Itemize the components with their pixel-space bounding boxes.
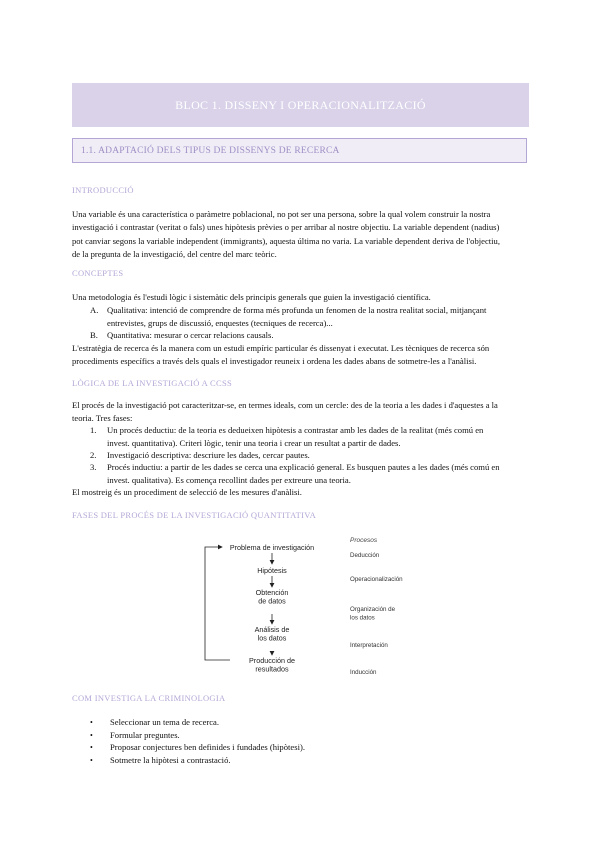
list-marker: 3. (90, 462, 97, 472)
diagram-step-label: Hipótesis (257, 566, 287, 575)
section-title-text: 1.1. ADAPTACIÓ DELS TIPUS DE DISSENYS DE RECERCA (81, 145, 340, 156)
fases-heading: FASES DEL PROCÉS DE LA INVESTIGACIÓ QUANTITATIVA (72, 510, 317, 520)
list-item-line: invest. qualitativa). Es comença recollint dades per extreure una teoria. (107, 475, 351, 486)
logica-intro-line: teoria. Tres fases: (72, 413, 133, 424)
bloc-title (72, 83, 529, 127)
logica-intro-line: El procés de la investigació pot caracteritzar-se, en termes ideals, com un cercle: des de la teoria a les dades i d'aquestes a la (72, 400, 498, 410)
list-marker: 2. (90, 450, 97, 460)
intro-line: de la pregunta de la investigació, del centre del marc teòric. (72, 249, 277, 260)
list-marker: B. (90, 330, 98, 340)
bullet-icon: • (90, 743, 93, 752)
process-diagram (200, 530, 460, 690)
list-marker: 1. (90, 425, 97, 435)
diagram-processes-title: Procesos (350, 537, 378, 544)
list-item-line: Qualitativa: intenció de comprendre de forma més profunda un fenomen de la nostra realitat social, mitjançant (107, 305, 487, 315)
diagram-step-label: Obtención de datos (255, 588, 289, 606)
list-item-line: Investigació descriptiva: descriure les dades, cercar pautes. (107, 450, 310, 460)
list-marker: A. (90, 305, 99, 315)
diagram-loop (205, 547, 230, 660)
conceptes-after-line: L'estratègia de recerca és la manera com un estudi empíric particular és dissenyat i executat. Les tècniques de recerca són (72, 343, 490, 353)
conceptes-heading: CONCEPTES (72, 268, 124, 278)
diagram-step-label: Producción de resultados (249, 656, 295, 674)
diagram-process-label: Operacionalización (350, 576, 403, 583)
diagram-process-label: Organización de los datos (350, 606, 396, 622)
diagram-process-label: Inducción (350, 669, 377, 676)
list-item-line: Procés inductiu: a partir de les dades se cerca una explicació general. Es busquen pautes a les dades (més comú en (107, 462, 500, 472)
intro-line: investigació i contrastar (veritat o fals) unes hipòtesis prèvies o per arribar al nostre objectiu. La variable dependent (nadius) (72, 222, 500, 233)
criminologia-item-text: Sotmetre la hipòtesi a contrastació. (110, 755, 231, 765)
bullet-icon: • (90, 718, 93, 727)
logica-intro (72, 399, 529, 426)
criminologia-item-text: Seleccionar un tema de recerca. (110, 717, 220, 727)
section-title (72, 138, 527, 163)
conceptes-after-line: procediments específics a través dels quals el investigador reuneix i ordena les dades abans de sotmetre-les a l'anàlisi. (72, 356, 477, 367)
criminologia-item-text: Proposar conjectures ben definides i fundades (hipòtesi). (110, 742, 305, 752)
bullet-icon: • (90, 756, 93, 765)
intro-paragraph (72, 208, 529, 262)
bullet-icon: • (90, 731, 93, 740)
criminologia-item-text: Formular preguntes. (110, 730, 180, 740)
intro-line: pot canviar segons la variable independent (immigrants), aquesta última no varia. La variable dependent deriva de l'objectiu, (72, 235, 500, 246)
diagram-process-label: Deducción (350, 552, 380, 559)
intro-heading: INTRODUCCIÓ (72, 185, 134, 195)
conceptes-intro: Una metodologia és l'estudi lògic i sistemàtic dels principis generals que guien la investigació científica. (72, 292, 431, 302)
list-item-line: invest. quantitativa). Criteri lògic, tenir una teoria i crear un resultat a partir de dades. (107, 438, 401, 449)
list-item-line: Un procés deductiu: de la teoria es dedueixen hipòtesis a contrastar amb les dades de la realitat (més comú en (107, 425, 484, 435)
diagram-step-label: Problema de investigación (229, 543, 315, 552)
conceptes-after (72, 342, 529, 369)
diagram-process-label: Interpretación (350, 642, 388, 649)
list-item-line: Quantitativa: mesurar o cercar relacions causals. (107, 330, 274, 340)
bloc-title-text: BLOC 1. DISSENY I OPERACIONALITZACIÓ (175, 97, 426, 112)
logica-after: El mostreig és un procediment de selecció de les mesures d'anàlisi. (72, 487, 302, 497)
list-item-line: entrevistes, grups de discussió, enquestes (tecniques de recerca)... (107, 318, 333, 329)
intro-line: Una variable és una característica o paràmetre poblacional, no pot ser una persona, sobre la qual volem construir la nostra (72, 209, 491, 219)
diagram-step-label: Análisis de los datos (254, 625, 290, 643)
criminologia-heading: COM INVESTIGA LA CRIMINOLOGIA (72, 693, 226, 703)
logica-heading: LÒGICA DE LA INVESTIGACIÓ A CCSS (72, 378, 233, 388)
